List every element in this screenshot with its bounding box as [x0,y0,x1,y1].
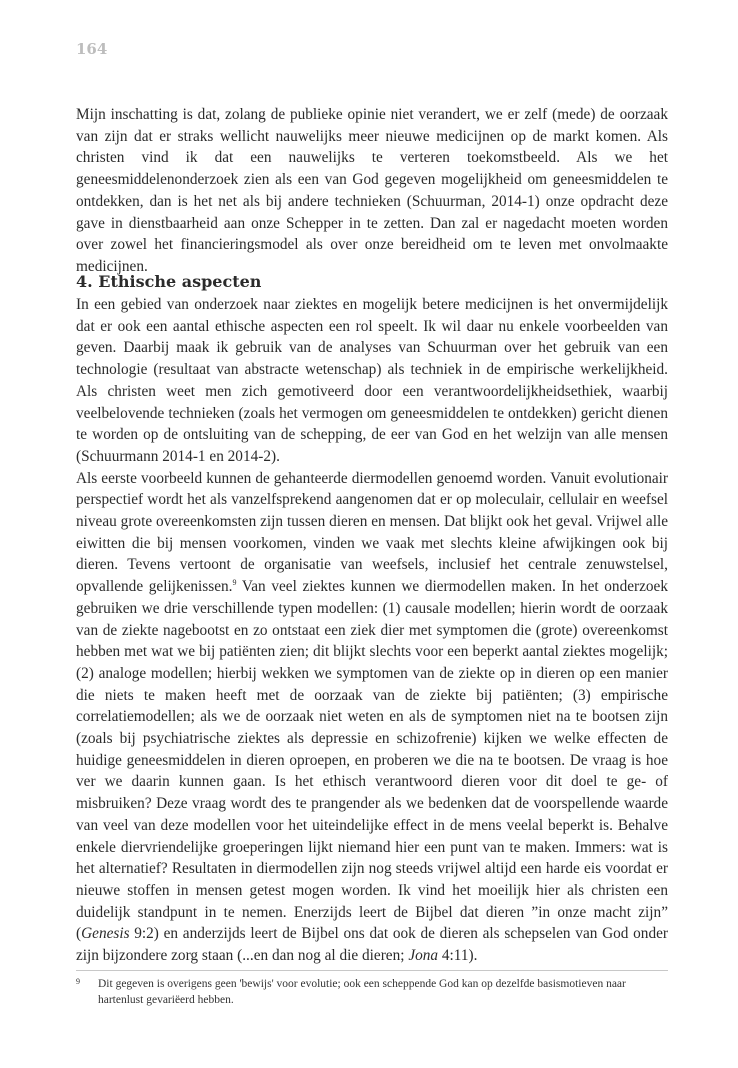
bible-book-jona: Jona [408,947,439,965]
section-ethische-aspecten [76,270,668,967]
intro-paragraph: Mijn inschatting is dat, zolang de publieke opinie niet verandert, we er zelf (mede) de oorzaak van zijn dat er straks wellicht nauwelijks meer nieuwe medicijnen op de markt komen. Als christen vind ik dat een nauwelijks te verteren toekomstbeeld. Als we het geneesmiddelenonderzoek zien als een van God gegeven mogelijkheid om geneesmiddelen te ontdekken, dan is het net als bij andere technieken (Schuurman, 2014-1) onze opdracht deze gave in dienstbaarheid aan onze Schepper in te zetten. Dan zal er nagedacht moeten worden over zowel het financieringsmodel als over onze bereidheid om te leven met onvolmaakte medicijnen. [76,106,668,275]
paragraph-2-text-b: Van veel ziektes kunnen we diermodellen maken. In het onderzoek gebruiken we drie verschillende typen modellen: (1) causale modellen; hierin wordt de oorzaak van de ziekte nagebootst en zo ontstaat een ziek dier met symptomen die (grote) overeenkomst hebben met wat we bij patiënten zien; dit blijkt slechts voor een beperkt aantal ziektes mogelijk; (2) analoge modellen; hierbij wekken we symptomen van de ziekte op in dieren op een manier die niets te maken heeft met de oorzaak van de ziekte bij patiënten; (3) empirische correlatiemodellen; als we de oorzaak niet weten en als de symptomen niet na te bootsen zijn (zoals bij psychiatrische ziektes als depressie en schizofrenie) kijken we welke effecten de huidige geneesmiddelen in dieren oproepen, en proberen we die na te bootsen. De vraag is hoe ver we daarin kunnen gaan. Is het ethisch verantwoord dieren voor dit doel te ge- of misbruiken? Deze vraag wordt des te prangender als we bedenken dat de voorspellende waarde van veel van deze modellen voor het uiteindelijke effect in de mens veelal beperkt is. Behalve enkele diervriendelijke groeperingen lijkt niemand hier een punt van te maken. Immers: wat is het alternatief? Resultaten in diermodellen zijn nog steeds vrijwel altijd een harde eis voordat er nieuwe stoffen in mensen getest mogen worden. Ik vind het moeilijk hier als christen een duidelijk standpunt in te nemen. Enerzijds leert de Bijbel dat dieren ”in onze macht zijn” ( [76,578,668,943]
paragraph-2-text-a: Als eerste voorbeeld kunnen de gehanteerde diermodellen genoemd worden. Vanuit evolutionair perspectief wordt het als vanzelfsprekend aangenomen dat er op moleculair, cellulair en weefsel niveau grote overeenkomsten zijn tussen dieren en mensen. Dat blijkt ook het geval. Vrijwel alle eiwitten die bij mensen voorkomen, vinden we vaak met slechts kleine afwijkingen ook bij dieren. Tevens vertoont de organisatie van weefsels, inclusief het centrale zenuwstelsel, opvallende gelijkenissen. [76,469,668,596]
section-paragraph-2 [76,468,668,967]
paragraph-2-text-c: 9:2) en anderzijds leert de Bijbel ons dat ook de dieren als schepselen van God onder zijn bijzondere zorg staan (...en dan nog al die dieren; [76,925,668,965]
footnote-number: 9 [76,977,80,986]
section-heading: 4. Ethische aspecten [76,272,262,291]
page-number: 164 [76,40,108,58]
paragraph-2-text-d: 4:11). [438,947,478,965]
footnote [76,976,668,1008]
footnote-divider [76,970,668,971]
footnote-reference[interactable]: 9 [232,578,237,588]
intro-paragraph-block [76,104,668,278]
section-paragraph-1: In een gebied van onderzoek naar ziektes en mogelijk betere medicijnen is het onvermijdelijk dat er ook een aantal ethische aspecten een rol speelt. Ik wil daar nu enkele voorbeelden van geven. Daarbij maak ik gebruik van de analyses van Schuurman over het gebruik van een technologie (resultaat van abstracte wetenschap) als techniek in de empirische werkelijkheid. Als christen weet men zich gemotiveerd door een verantwoordelijkheidsethiek, waarbij veelbelovende technieken (zoals het vermogen om geneesmiddelen te ontdekken) gericht dienen te worden op de ontsluiting van de schepping, de eer van God en het welzijn van alle mensen (Schuurmann 2014-1 en 2014-2). [76,296,668,465]
footnote-text: Dit gegeven is overigens geen 'bewijs' voor evolutie; ook een scheppende God kan op dezelfde basismotieven naar hartenlust gevariëerd hebben. [98,978,626,1006]
bible-book-genesis: Genesis [81,925,130,943]
